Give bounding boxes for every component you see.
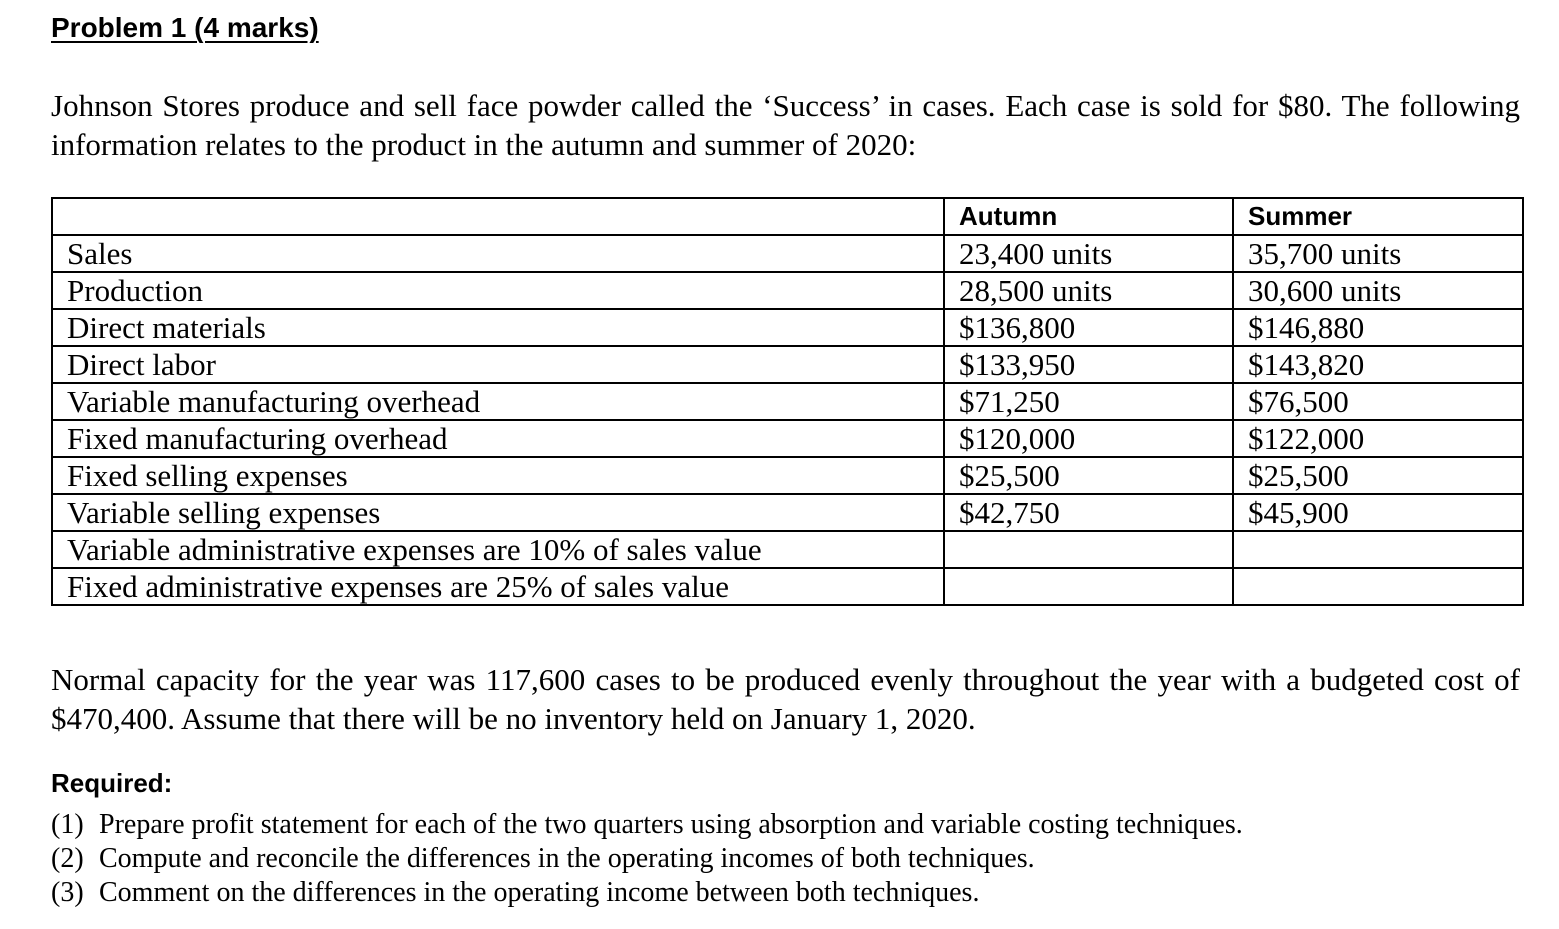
required-item-text: Comment on the differences in the operating income between both techniques. — [99, 877, 980, 908]
header-label — [52, 198, 944, 235]
autumn-value: $25,500 — [944, 457, 1233, 494]
row-label: Fixed administrative expenses are 25% of sales value — [52, 568, 944, 605]
summer-value — [1233, 568, 1523, 605]
table-row — [52, 531, 1523, 568]
summer-value: $76,500 — [1233, 383, 1523, 420]
table-row — [52, 457, 1523, 494]
autumn-value: 28,500 units — [944, 272, 1233, 309]
required-item-number: (3) — [51, 877, 84, 908]
table-header-row — [52, 198, 1523, 235]
autumn-value: $71,250 — [944, 383, 1233, 420]
capacity-paragraph: Normal capacity for the year was 117,600 cases to be produced evenly throughout the year with a budgeted cost of $470,400. Assume that there will be no inventory held on January 1, 2020. — [51, 662, 1520, 736]
table-row — [52, 346, 1523, 383]
required-item-text: Prepare profit statement for each of the two quarters using absorption and variable costing techniques. — [99, 809, 1243, 840]
table-row — [52, 383, 1523, 420]
header-autumn: Autumn — [944, 198, 1233, 235]
summer-value: 30,600 units — [1233, 272, 1523, 309]
summer-value: $45,900 — [1233, 494, 1523, 531]
problem-title: Problem 1 (4 marks) — [51, 12, 319, 43]
required-item-number: (1) — [51, 809, 84, 840]
row-label: Direct materials — [52, 309, 944, 346]
summer-value — [1233, 531, 1523, 568]
autumn-value — [944, 568, 1233, 605]
row-label: Variable manufacturing overhead — [52, 383, 944, 420]
table-row — [52, 420, 1523, 457]
intro-paragraph: Johnson Stores produce and sell face powder called the ‘Success’ in cases. Each case is sold for $80. The following information relates to the product in the autumn and summer of 2020: — [51, 88, 1520, 162]
required-item-text: Compute and reconcile the differences in the operating incomes of both techniques. — [99, 843, 1035, 874]
row-label: Fixed selling expenses — [52, 457, 944, 494]
row-label: Direct labor — [52, 346, 944, 383]
table-row — [52, 272, 1523, 309]
summer-value: $143,820 — [1233, 346, 1523, 383]
required-item-number: (2) — [51, 843, 84, 874]
autumn-value: $42,750 — [944, 494, 1233, 531]
table-row — [52, 309, 1523, 346]
summer-value: $122,000 — [1233, 420, 1523, 457]
row-label: Fixed manufacturing overhead — [52, 420, 944, 457]
autumn-value: $133,950 — [944, 346, 1233, 383]
row-label: Variable selling expenses — [52, 494, 944, 531]
required-heading: Required: — [51, 768, 173, 798]
autumn-value — [944, 531, 1233, 568]
autumn-value: $120,000 — [944, 420, 1233, 457]
table-row — [52, 494, 1523, 531]
row-label: Variable administrative expenses are 10% of sales value — [52, 531, 944, 568]
table-body — [52, 235, 1523, 605]
autumn-value: $136,800 — [944, 309, 1233, 346]
table-row — [52, 235, 1523, 272]
summer-value: $146,880 — [1233, 309, 1523, 346]
table-row — [52, 568, 1523, 605]
required-item — [51, 842, 1243, 876]
header-summer: Summer — [1233, 198, 1523, 235]
required-list — [51, 808, 1243, 910]
required-item — [51, 876, 1243, 910]
summer-value: 35,700 units — [1233, 235, 1523, 272]
cost-data-table — [51, 197, 1524, 606]
autumn-value: 23,400 units — [944, 235, 1233, 272]
required-item — [51, 808, 1243, 842]
row-label: Sales — [52, 235, 944, 272]
summer-value: $25,500 — [1233, 457, 1523, 494]
row-label: Production — [52, 272, 944, 309]
